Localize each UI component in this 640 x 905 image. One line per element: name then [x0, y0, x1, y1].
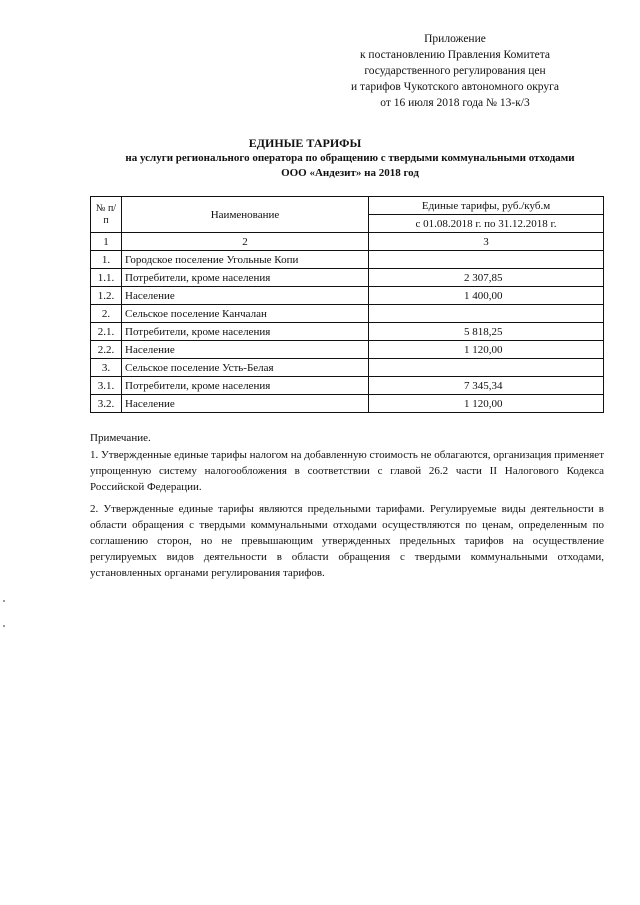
row-num: 3.1.: [91, 377, 122, 395]
table-row: [91, 395, 604, 413]
subtitle-line: ООО «Андезит» на 2018 год: [281, 167, 419, 179]
row-name: Население: [122, 395, 369, 413]
table-row: [91, 269, 604, 287]
notes-block: [90, 430, 604, 587]
header-tariff: Единые тарифы, руб./куб.м: [369, 197, 604, 215]
table-row: [91, 287, 604, 305]
row-value: 1 120,00: [369, 395, 604, 413]
row-name: Население: [122, 287, 369, 305]
row-name: Население: [122, 341, 369, 359]
document-title: ЕДИНЫЕ ТАРИФЫ: [248, 136, 362, 150]
header-num: № п/п: [91, 197, 122, 233]
row-num: 2.: [91, 305, 122, 323]
row-num: 1.1.: [91, 269, 122, 287]
header-period: с 01.08.2018 г. по 31.12.2018 г.: [369, 215, 604, 233]
settlement-row: [91, 305, 604, 323]
notes-heading: Примечание.: [90, 432, 151, 444]
settlement-name: Сельское поселение Усть-Белая: [122, 359, 369, 377]
appendix-line: Приложение: [424, 33, 486, 45]
row-num: 3.2.: [91, 395, 122, 413]
row-value: 7 345,34: [369, 377, 604, 395]
col-number: 2: [122, 233, 369, 251]
tariff-table: [90, 196, 604, 413]
col-number: 1: [91, 233, 122, 251]
column-number-row: [91, 233, 604, 251]
row-num: 1.: [91, 251, 122, 269]
note-item: 2. Утвержденные единые тарифы являются предельными тарифами. Регулируемые виды деятельности в области обращения с твердыми коммунальными отходами осуществляются по ценам, определенным по соглашению сторон, но не превышающим утвержденных предельных тарифов на осуществление регулируемых видов деятельности в области обращения с твердыми коммунальными отходами, установленных органами регулирования тарифов.: [90, 503, 604, 579]
row-num: 3.: [91, 359, 122, 377]
scan-speck: [3, 600, 5, 602]
document-subtitle: [80, 151, 620, 181]
row-name: Потребители, кроме населения: [122, 323, 369, 341]
row-value: 1 120,00: [369, 341, 604, 359]
col-number: 3: [369, 233, 604, 251]
table-header-row: [91, 197, 604, 215]
settlement-row: [91, 251, 604, 269]
appendix-block: [330, 31, 580, 111]
table-row: [91, 341, 604, 359]
row-value: 1 400,00: [369, 287, 604, 305]
row-value: 5 818,25: [369, 323, 604, 341]
settlement-row: [91, 359, 604, 377]
appendix-line: к постановлению Правления Комитета: [359, 49, 551, 61]
table-row: [91, 377, 604, 395]
row-value: 2 307,85: [369, 269, 604, 287]
subtitle-line: на услуги регионального оператора по обращению с твердыми коммунальными отходами: [125, 152, 575, 164]
row-num: 2.2.: [91, 341, 122, 359]
note-item: 1. Утвержденные единые тарифы налогом на добавленную стоимость не облагаются, организация применяет упрощенную систему налогообложения в соответствии с главой 26.2 части II Налогового Кодекса Российской Федерации.: [90, 449, 604, 493]
appendix-line: и тарифов Чукотского автономного округа: [351, 81, 559, 93]
table-row: [91, 323, 604, 341]
settlement-name: Городское поселение Угольные Копи: [122, 251, 369, 269]
header-name: Наименование: [122, 197, 369, 233]
row-num: 1.2.: [91, 287, 122, 305]
settlement-name: Сельское поселение Канчалан: [122, 305, 369, 323]
row-name: Потребители, кроме населения: [122, 269, 369, 287]
appendix-line: государственного регулирования цен: [364, 65, 546, 77]
scan-speck: [3, 625, 5, 627]
appendix-line: от 16 июля 2018 года № 13-к/3: [380, 97, 530, 109]
row-num: 2.1.: [91, 323, 122, 341]
row-name: Потребители, кроме населения: [122, 377, 369, 395]
